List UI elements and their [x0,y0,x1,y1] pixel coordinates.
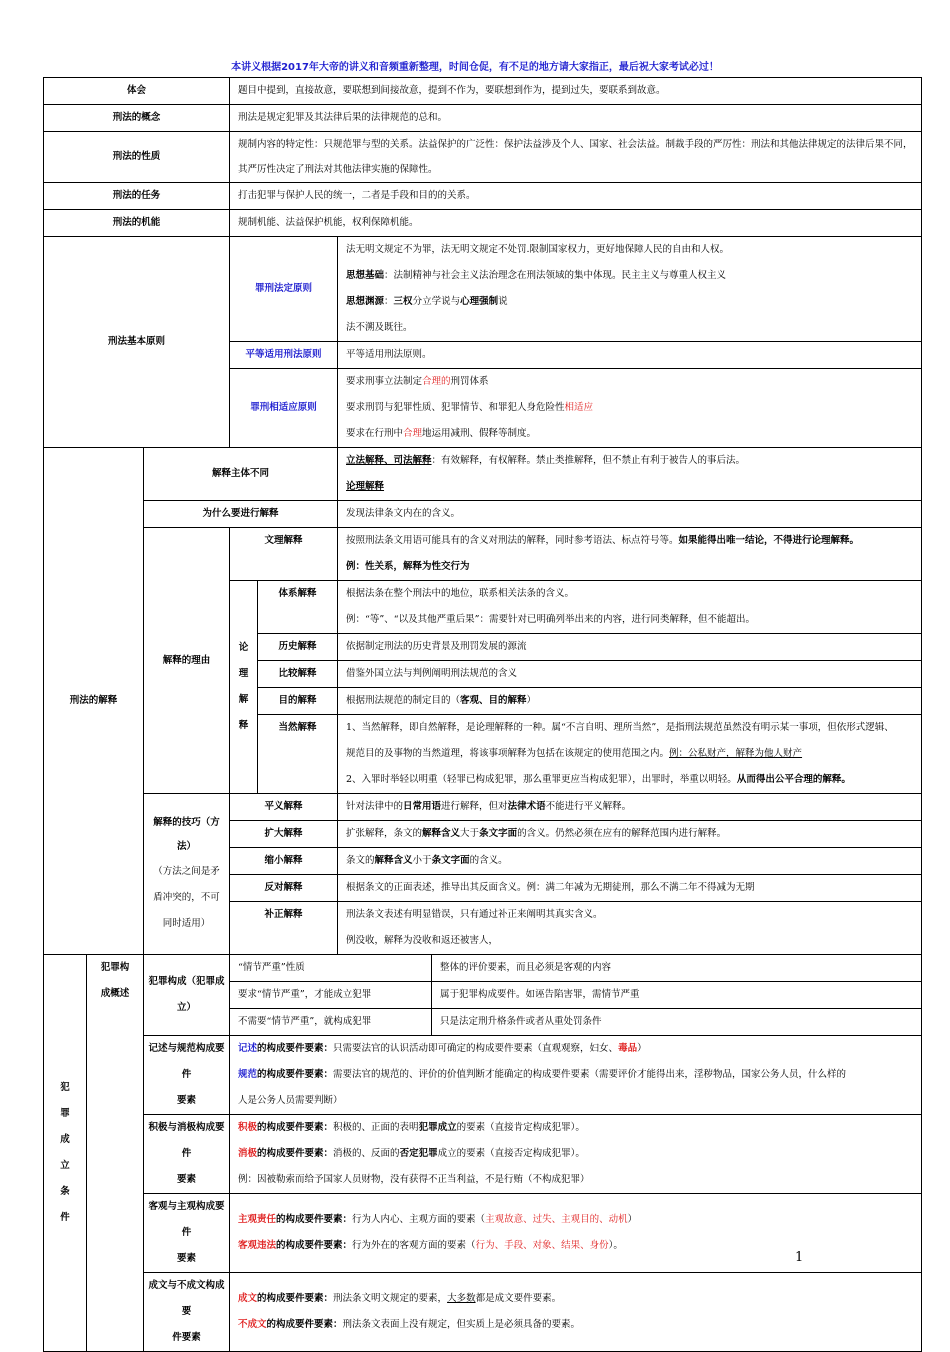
keguan-l1-red2: 主观故意、过失、主观目的、动机 [485,1214,628,1225]
jishu-l1-red: 毒品 [618,1043,638,1054]
text-jishu [230,1036,922,1115]
jiji-l2-red: 消极 [238,1148,258,1159]
row-fading [44,237,922,342]
gaishu-line2: 成概述 [100,988,130,999]
mudi-post: ） [526,695,537,706]
label-chengwen [144,1273,230,1352]
mudi-pre: 根据刑法规范的制定目的（ [346,695,461,706]
chengli-char: 条 [60,1186,70,1197]
wenli-line1 [346,528,913,554]
dangran-l3-pre: 2、入罪时举轻以明重（轻罪已构成犯罪，那么重罪更应当构成犯罪），出罪时，举重以明轻。 [346,774,737,785]
gaishu-line1: 犯罪构 [100,962,130,973]
shiying-l2-pre: 要求刑罚与犯罪性质、犯罪情节、和罪犯人身危险性 [346,402,565,413]
label-jineng: 刑法的机能 [44,210,230,237]
yuanyuan-pre: ： [384,296,394,307]
label-fandui: 反对解释 [230,875,338,902]
chengwen-l2-bold: 的构成要件要素： [266,1319,343,1330]
keguan-l1-red: 主观责任 [238,1214,277,1225]
shiying-l3-post: 地运用减刑、假释等制度。 [422,428,537,439]
row-wenli [44,528,922,581]
text-dangran [338,715,922,794]
fading-line1: 法无明文规定不为罪，法无明文规定不处罚.限制国家权力，更好地保障人民的自由和人权。 [346,244,730,255]
shiying-line1 [346,369,913,395]
wenli-l1: 按照刑法条文用语可能具有的含义对刑法的解释，同时参考语法、标点符号等。 [346,535,679,546]
lunli-vertical-label [230,581,258,794]
goucheng-r3-b: 只是法定刑升格条件或者从重处罚条件 [440,1016,602,1027]
text-lishi: 依据制定刑法的历史背景及刑罚发展的源流 [338,634,922,661]
chengli-char: 犯 [60,1082,70,1093]
label-buzheng: 补正解释 [230,902,338,955]
jiji-l1-end: 的要素（直接肯定构成犯罪）。 [456,1122,585,1133]
label-pingdeng: 平等适用刑法原则 [230,342,338,369]
jishu-l1-text: 只需要法官的认识活动即可确定的构成要件要素（直观观察，妇女、 [333,1043,619,1054]
chengwen-l1-bold: 的构成要件要素： [257,1293,334,1304]
jishu-l2-blue: 规范 [238,1069,258,1080]
jishu-label2: 要素 [177,1095,197,1106]
jishu-l2-text: 需要法官的规范的、评价的价值判断才能确定的构成要件要素（需要评价才能得出来，淫秽物品，国家公务人员，什么样的 [333,1069,847,1080]
dangran-line2 [346,741,913,767]
chengwen-l1-end: 都是成文要件要素。 [475,1293,562,1304]
zhuti-l2-bold: 论理解释 [346,481,385,492]
row-chengwen [44,1273,922,1352]
jiji-label2: 要素 [177,1174,197,1185]
suoxiao-b1: 解释含义 [374,855,413,866]
goucheng-r2-wrap [230,982,921,1008]
jishu-l1-end: ） [637,1043,647,1054]
goucheng-r1-a: “情节严重”性质 [230,955,432,981]
keguan-l2-red: 客观违法 [238,1240,277,1251]
text-fandui: 根据条文的正面表述，推导出其反面含义。例：满二年减为无期徒刑，那么不满二年不得减为无期 [338,875,922,902]
text-pingdeng: 平等适用刑法原则。 [338,342,922,369]
goucheng-r1-wrap [230,955,921,981]
lunli-char: 论 [238,642,249,653]
text-fading [338,237,922,342]
jiji-l2-bold2: 否定犯罪 [399,1148,438,1159]
row-renwu [44,183,922,210]
text-mudi [338,688,922,715]
tixi-line1: 根据法条在整个刑法中的地位，联系相关法条的含义。 [346,588,575,599]
label-gainian: 刑法的概念 [44,105,230,132]
fading-line2 [346,263,913,289]
goucheng-row3 [230,1009,922,1036]
keguan-l2-end: ）。 [608,1240,623,1251]
jiji-l2-text: 消极的、反面的 [333,1148,400,1159]
shiying-line2 [346,395,913,421]
text-tihui: 题目中提到，直接故意，要联想到间接故意，提到不作为，要联想到作为，提到过失，要联系到故意。 [230,78,922,105]
row-keguan [44,1194,922,1273]
label-jieshi: 刑法的解释 [44,448,144,955]
suoxiao-pre: 条文的 [346,855,375,866]
chengwen-label2: 件要素 [172,1332,201,1343]
suoxiao-post: 的含义。 [469,855,508,866]
lunli-char: 理 [238,668,249,679]
fading-line3 [346,289,913,315]
label-dangran: 当然解释 [258,715,338,794]
chengwen-l1-underline: 大多数 [447,1293,476,1304]
text-pingyi [338,794,922,821]
keguan-label2: 要素 [177,1253,197,1264]
jishu-line3: 人是公务人员需要判断） [238,1095,343,1106]
lecture-table [43,77,922,1352]
dangran-line3 [346,767,913,793]
jiji-l1-red: 积极 [238,1122,258,1133]
goucheng-r2-b: 属于犯罪构成要件。如诬告陷害罪，需情节严重 [440,989,640,1000]
jiqiao-note: （方法之间是矛盾冲突的，不可同时适用） [153,866,220,929]
jishu-l1-bold: 的构成要件要素： [257,1043,334,1054]
text-jineng: 规制机能、法益保护机能，权利保障机能。 [230,210,922,237]
zhuti-line2 [346,474,913,500]
text-gainian: 刑法是规定犯罪及其法律后果的法律规范的总和。 [230,105,922,132]
jishu-l2-bold: 的构成要件要素： [257,1069,334,1080]
label-jiji [144,1115,230,1194]
zhuti-l1-text: ：有效解释，有权解释。禁止类推解释，但不禁止有利于被告人的事后法。 [431,455,746,466]
xinli: 心理强制 [460,296,499,307]
shiying-l3-red: 合理 [403,428,423,439]
text-jiji [230,1115,922,1194]
label-yuanze: 刑法基本原则 [44,237,230,448]
text-bijiao: 借鉴外国立法与判例阐明刑法规范的含义 [338,661,922,688]
goucheng-r1-b: 整体的评价要素，而且必须是客观的内容 [440,962,612,973]
chengli-char: 立 [60,1160,70,1171]
jiji-line3: 例：因被勒索而给予国家人员财物，没有获得不正当利益，不是行贿（不构成犯罪） [238,1174,590,1185]
text-kuoda [338,821,922,848]
chengwen-l2-red: 不成文 [238,1319,267,1330]
pingyi-pre: 针对法律中的 [346,801,404,812]
kuoda-b1: 解释含义 [422,828,461,839]
jiji-l2-end: 成立的要素（直接否定构成犯罪）。 [437,1148,585,1159]
row-zhuti [44,448,922,501]
chengwen-l2-text: 刑法条文表面上没有规定，但实质上是必须具备的要素。 [342,1319,581,1330]
yuanyuan-mid: 分立学说与 [412,296,461,307]
label-fading: 罪刑法定原则 [230,237,338,342]
suoxiao-mid: 小于 [412,855,432,866]
chengli-char: 成 [60,1134,70,1145]
text-keguan [230,1194,922,1273]
shiying-l1-red: 合理的 [422,376,451,387]
label-mudi: 目的解释 [258,688,338,715]
shiying-l1-pre: 要求刑事立法制定 [346,376,423,387]
fading-line4: 法不溯及既往。 [346,322,413,333]
goucheng-r3-wrap [230,1009,921,1035]
header-note: 本讲义根据2017年大帝的讲义和音频重新整理，时间仓促，有不足的地方请大家指正，最后祝大家考试必过！ [231,62,719,73]
pingyi-post: 不能进行平义解释。 [545,801,632,812]
pingyi-mid: 进行解释，但对 [441,801,508,812]
chengli-char: 罪 [60,1108,70,1119]
dangran-l3-bold: 从而得出公平合理的解释。 [736,774,851,785]
label-lishi: 历史解释 [258,634,338,661]
label-jishu [144,1036,230,1115]
row-jiji [44,1115,922,1194]
row-goucheng-1 [44,955,922,982]
label-tixi: 体系解释 [258,581,338,634]
mudi-bold: 客观、目的解释 [460,695,527,706]
pingyi-b1: 日常用语 [403,801,442,812]
text-chengwen [230,1273,922,1352]
jishu-l1-blue: 记述 [238,1043,258,1054]
label-renwu: 刑法的任务 [44,183,230,210]
buzheng-line1: 刑法条文表述有明显错误，只有通过补正来阐明其真实含义。 [346,909,603,920]
label-wenli: 文理解释 [230,528,338,581]
text-renwu: 打击犯罪与保护人民的统一，二者是手段和目的的关系。 [230,183,922,210]
chengli-vertical-label [44,955,87,1352]
buzheng-line2: 例没收，解释为没收和返还被害人， [346,935,499,946]
tixi-line2: 例：“等”、“以及其他严重后果”：需要针对已明确列举出来的内容，进行同类解释，但不能超出。 [346,614,755,625]
keguan-label1: 客观与主观构成要件 [148,1201,225,1238]
sanquan: 三权 [393,296,413,307]
row-xingzhi [44,132,922,183]
label-shiying: 罪刑相适应原则 [230,369,338,448]
label-kuoda: 扩大解释 [230,821,338,848]
jishu-line2 [238,1062,913,1088]
jishu-line1 [238,1036,913,1062]
kuoda-mid: 大于 [460,828,480,839]
jiqiao-title: 解释的技巧（方法） [153,817,220,852]
zhuti-line1 [346,448,913,474]
jiji-l1-text: 积极的、正面的表明 [333,1122,419,1133]
yuanyuan-label: 思想渊源 [346,296,385,307]
text-weishenme: 发现法律条文内在的含义。 [338,501,922,528]
row-weishenme [44,501,922,528]
row-gainian [44,105,922,132]
chengwen-line2 [238,1312,913,1338]
yuanyuan-post: 说 [498,296,508,307]
kuoda-b2: 条文字面 [479,828,518,839]
text-wenli [338,528,922,581]
label-zhuti: 解释主体不同 [144,448,338,501]
jiji-line1 [238,1115,913,1141]
label-xingzhi: 刑法的性质 [44,132,230,183]
row-pingyi [44,794,922,821]
jiji-l1-bold2: 犯罪成立 [418,1122,457,1133]
keguan-l2-text: 行为外在的客观方面的要素（ [352,1240,476,1251]
text-tixi [338,581,922,634]
pingyi-b2: 法律术语 [507,801,546,812]
chengwen-label1: 成文与不成文构成要 [148,1280,225,1317]
row-tihui [44,78,922,105]
wenli-line2: 例：性关系，解释为性交行为 [346,561,470,572]
shiying-l3-pre: 要求在行刑中 [346,428,404,439]
row-jineng [44,210,922,237]
keguan-l2-red2: 行为、手段、对象、结果、身份 [475,1240,609,1251]
goucheng-r3-a: 不需要“情节严重”，就构成犯罪 [230,1009,432,1035]
label-goucheng: 犯罪构成（犯罪成立） [144,955,230,1036]
text-buzheng [338,902,922,955]
label-keguan [144,1194,230,1273]
text-suoxiao [338,848,922,875]
zhuti-l1-bold: 立法解释、司法解释 [346,455,432,466]
label-suoxiao: 缩小解释 [230,848,338,875]
shiying-l1-post: 刑罚体系 [450,376,489,387]
keguan-l1-end: ） [627,1214,638,1225]
jiji-l2-bold: 的构成要件要素： [257,1148,334,1159]
dangran-line1: 1、当然解释，即自然解释，是论理解释的一种。属“不言自明、理所当然”，是指刑法规范虽然没有明示某一事项，但依形式逻辑、 [346,722,894,733]
keguan-line1 [238,1207,913,1233]
jiji-line2 [238,1141,913,1167]
label-jiqiao [144,794,230,955]
keguan-l2-bold: 的构成要件要素： [276,1240,353,1251]
chengwen-l1-red: 成文 [238,1293,258,1304]
goucheng-row2 [230,982,922,1009]
jichu-label: 思想基础 [346,270,385,281]
dangran-l2-pre: 规范目的及事物的当然道理，将该事项解释为包括在该规定的使用范围之内。 [346,748,670,759]
chengli-char: 件 [60,1212,70,1223]
jichu-text: ：法制精神与社会主义法治理念在刑法领域的集中体现。民主主义与尊重人权主义 [384,270,727,281]
keguan-line2 [238,1233,913,1259]
suoxiao-b2: 条文字面 [431,855,470,866]
wenli-l1-bold: 如果能得出唯一结论，不得进行论理解释。 [678,535,860,546]
label-liyou: 解释的理由 [144,528,230,794]
text-zhuti [338,448,922,501]
label-tihui: 体会 [44,78,230,105]
label-gaishu [87,955,144,1352]
kuoda-post: 的含义。仍然必须在应有的解释范围内进行解释。 [517,828,727,839]
goucheng-row1 [230,955,922,982]
shiying-l2-red: 相适应 [564,402,594,413]
keguan-l1-text: 行为人内心、主观方面的要素（ [352,1214,486,1225]
jishu-label1: 记述与规范构成要件 [148,1043,225,1080]
row-jishu [44,1036,922,1115]
label-bijiao: 比较解释 [258,661,338,688]
lunli-char: 解 [238,694,249,705]
goucheng-r2-a: 要求“情节严重”，才能成立犯罪 [230,982,432,1008]
text-xingzhi: 规制内容的特定性：只规范罪与型的关系。法益保护的广泛性：保护法益涉及个人、国家、社会法益。制裁手段的严厉性：刑法和其他法律规定的法律后果不同，其严厉性决定了刑法对其他法律实施的保障性。 [230,132,922,183]
kuoda-pre: 扩张解释，条文的 [346,828,423,839]
chengwen-l1-text: 刑法条文明文规定的要素， [333,1293,448,1304]
lunli-char: 释 [238,720,249,731]
keguan-l1-bold: 的构成要件要素： [276,1214,353,1225]
label-pingyi: 平义解释 [230,794,338,821]
jiji-l1-bold: 的构成要件要素： [257,1122,334,1133]
jiji-label1: 积极与消极构成要件 [148,1122,225,1159]
chengwen-line1 [238,1286,913,1312]
dangran-l2-underline: 例：公私财产，解释为他人财产 [669,748,803,759]
page-number: 1 [795,1250,804,1265]
text-shiying [338,369,922,448]
shiying-line3 [346,421,913,447]
label-weishenme: 为什么要进行解释 [144,501,338,528]
